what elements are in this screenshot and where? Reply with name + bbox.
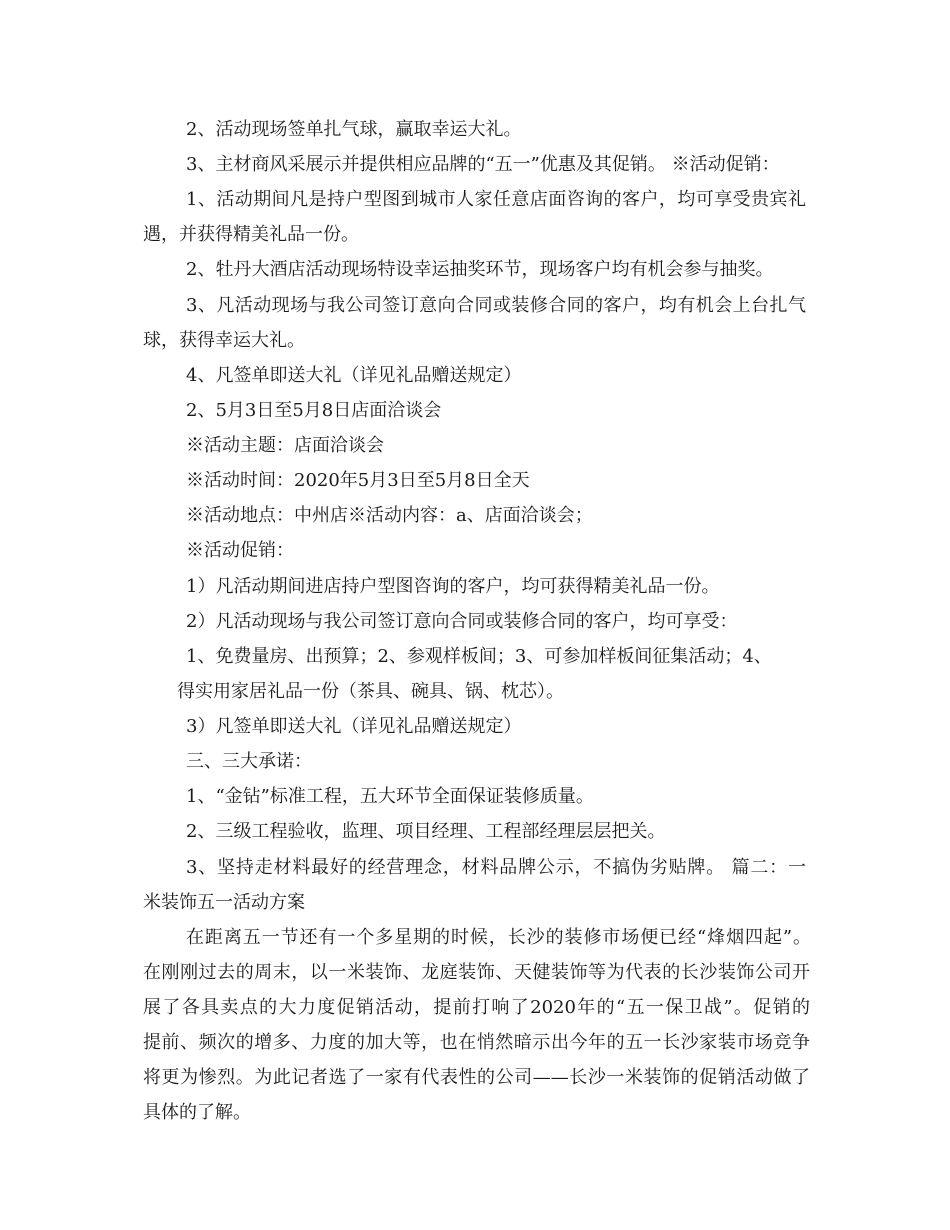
text-line: 展了各具卖点的大力度促销活动，提前打响了2020年的“五一保卫战”。促销的 [143, 997, 810, 1018]
text-line: 2、三级工程验收，监理、项目经理、工程部经理层层把关。 [186, 821, 666, 842]
text-line: 球，获得幸运大礼。 [143, 330, 305, 351]
text-line: 具体的了解。 [143, 1102, 251, 1123]
text-line: 3、凡活动现场与我公司签订意向合同或装修合同的客户，均有机会上台扎气 [186, 295, 806, 316]
text-line: 得实用家居礼品一份（茶具、碗具、锅、枕芯）。 [177, 681, 564, 702]
text-line: 2）凡活动现场与我公司签订意向合同或装修合同的客户，均可享受： [186, 611, 738, 632]
text-line: ※活动时间：2020年5月3日至5月8日全天 [186, 470, 530, 491]
text-line: 1、免费量房、出预算；2、参观样板间；3、可参加样板间征集活动；4、 [186, 646, 772, 667]
text-line: ※活动主题：店面洽谈会 [186, 435, 384, 456]
text-line: 三、三大承诺： [186, 751, 312, 772]
text-line: 将更为惨烈。为此记者选了一家有代表性的公司——长沙一米装饰的促销活动做了 [143, 1067, 810, 1088]
text-line: 1、“金钻”标准工程，五大环节全面保证装修质量。 [186, 786, 594, 807]
text-line: 2、牡丹大酒店活动现场特设幸运抽奖环节，现场客户均有机会参与抽奖。 [186, 259, 774, 280]
text-line: 3、坚持走材料最好的经营理念，材料品牌公示，不搞伪劣贴牌。 篇二：一 [186, 857, 806, 878]
text-line: 1）凡活动期间进店持户型图咨询的客户，均可获得精美礼品一份。 [186, 576, 720, 597]
text-line: 2、活动现场签单扎气球，赢取幸运大礼。 [186, 119, 522, 140]
text-line: 在刚刚过去的周末，以一米装饰、龙庭装饰、天健装饰等为代表的长沙装饰公司开 [143, 962, 810, 983]
text-line: 2、5月3日至5月8日店面洽谈会 [186, 400, 442, 421]
text-line: 在距离五一节还有一个多星期的时候，长沙的装修市场便已经“烽烟四起”。 [186, 927, 811, 948]
text-line: 3、主材商风采展示并提供相应品牌的“五一”优惠及其促销。 ※活动促销： [186, 154, 780, 175]
text-line: 3）凡签单即送大礼（详见礼品赠送规定） [186, 716, 522, 737]
text-line: 1、活动期间凡是持户型图到城市人家任意店面咨询的客户，均可享受贵宾礼 [186, 189, 806, 210]
text-line: 4、凡签单即送大礼（详见礼品赠送规定） [186, 365, 522, 386]
text-line: 遇，并获得精美礼品一份。 [143, 224, 359, 245]
text-line: ※活动促销： [186, 540, 294, 561]
text-line: ※活动地点：中州店※活动内容：a、店面洽谈会； [186, 505, 593, 526]
text-line: 提前、频次的增多、力度的加大等，也在悄然暗示出今年的五一长沙家装市场竞争 [143, 1032, 810, 1053]
text-line: 米装饰五一活动方案 [143, 892, 305, 913]
